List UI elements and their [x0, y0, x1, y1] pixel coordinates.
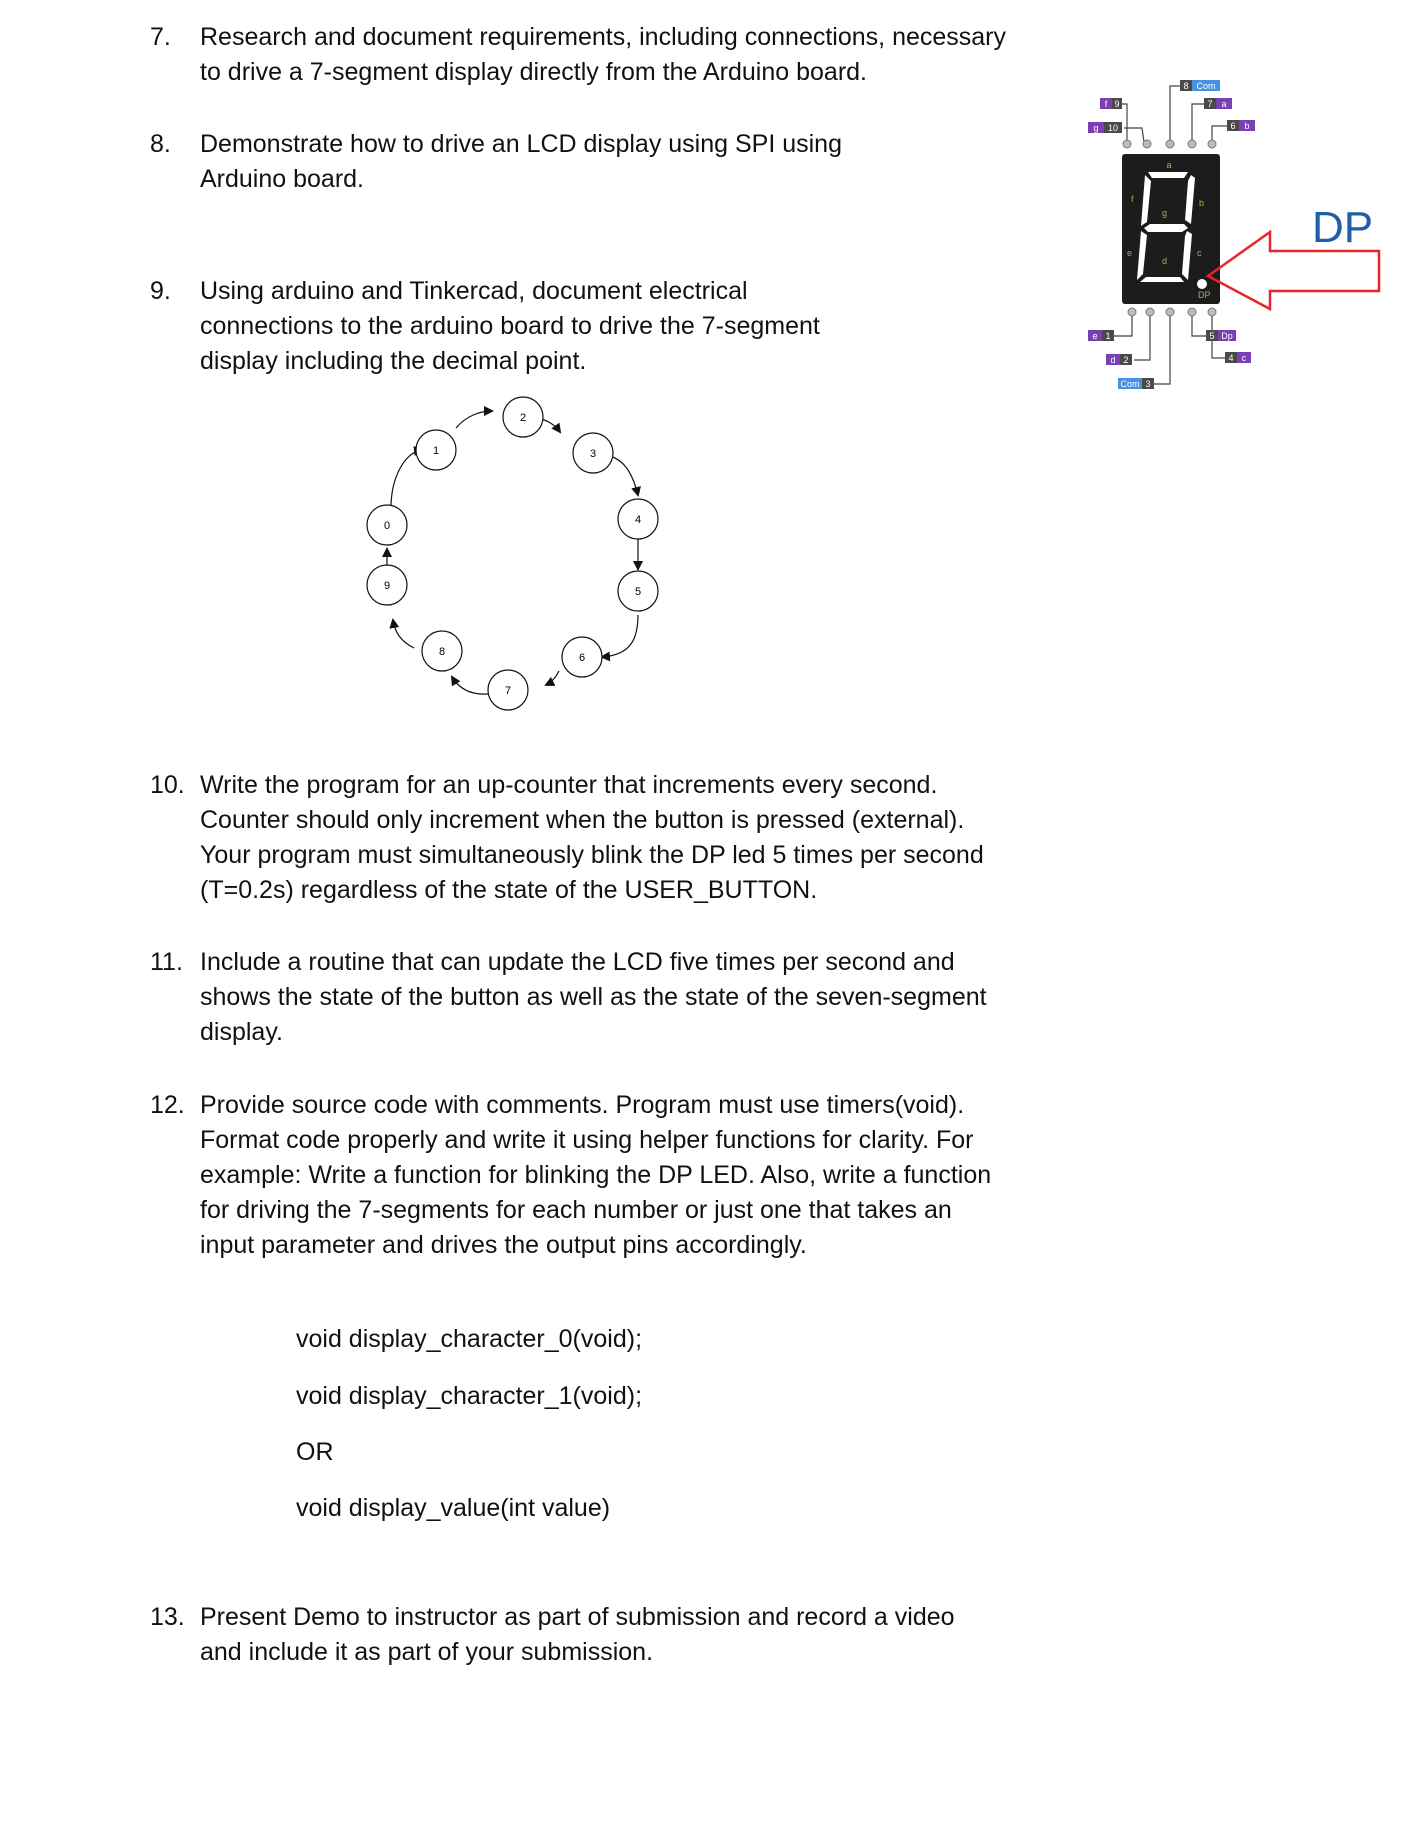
- code-example-1: void display_character_0(void);: [296, 1325, 643, 1353]
- svg-text:b: b: [1244, 121, 1250, 131]
- svg-text:8: 8: [1183, 81, 1189, 91]
- item-text: (T=0.2s) regardless of the state of the USER_BUTTON.: [200, 876, 818, 904]
- transition-arrow: [393, 620, 414, 648]
- label-d: d: [1162, 256, 1168, 266]
- svg-text:Dp: Dp: [1221, 331, 1233, 341]
- label-dp: DP: [1198, 290, 1211, 300]
- svg-text:c: c: [1241, 353, 1247, 363]
- item-text: Your program must simultaneously blink the DP led 5 times per second: [200, 841, 984, 869]
- item-number: 11.: [150, 948, 183, 976]
- item-text: Provide source code with comments. Program must use timers(void).: [200, 1091, 965, 1119]
- svg-text:e: e: [1092, 331, 1098, 341]
- transition-arrow: [602, 615, 638, 657]
- svg-text:Com: Com: [1196, 81, 1216, 91]
- item-text: Arduino board.: [200, 165, 365, 193]
- label-e: e: [1127, 248, 1133, 258]
- svg-text:a: a: [1221, 99, 1227, 109]
- label-b: b: [1199, 198, 1205, 208]
- item-number: 10.: [150, 771, 185, 799]
- svg-text:2: 2: [1123, 355, 1129, 365]
- item-10: [150, 768, 1120, 908]
- state-label: 9: [383, 580, 391, 592]
- label-g: g: [1162, 208, 1168, 218]
- item-number: 7.: [150, 23, 171, 51]
- item-text: to drive a 7-segment display directly from the Arduino board.: [200, 58, 868, 86]
- transition-arrow: [546, 671, 559, 685]
- svg-text:4: 4: [1228, 353, 1234, 363]
- item-11: [150, 945, 1120, 1050]
- item-number: 9.: [150, 277, 171, 305]
- item-text: Using arduino and Tinkercad, document electrical: [200, 277, 748, 305]
- item-text: shows the state of the button as well as the state of the seven-segment: [200, 983, 987, 1011]
- item-text: input parameter and drives the output pins accordingly.: [200, 1231, 807, 1259]
- item-number: 12.: [150, 1091, 185, 1119]
- transition-arrow: [456, 411, 492, 428]
- item-text: display.: [200, 1018, 283, 1046]
- svg-text:1: 1: [1105, 331, 1111, 341]
- code-example-2: void display_character_1(void);: [296, 1382, 643, 1410]
- segment-g: [1144, 224, 1188, 232]
- svg-text:7: 7: [1207, 99, 1213, 109]
- state-label: 3: [589, 448, 597, 460]
- state-label: 7: [504, 685, 512, 697]
- segment-a: [1148, 172, 1188, 178]
- item-text: Present Demo to instructor as part of submission and record a video: [200, 1603, 955, 1631]
- item-text: Write the program for an up-counter that increments every second.: [200, 771, 938, 799]
- state-label: 6: [578, 652, 586, 664]
- svg-text:f: f: [1104, 99, 1108, 109]
- svg-text:10: 10: [1107, 123, 1119, 133]
- counter-state-diagram: [340, 395, 710, 725]
- item-7: [150, 20, 1120, 90]
- item-text: Format code properly and write it using helper functions for clarity. For: [200, 1126, 974, 1154]
- item-9: [150, 274, 1120, 379]
- item-number: 13.: [150, 1603, 185, 1631]
- item-12: [150, 1088, 1120, 1263]
- item-text: Counter should only increment when the button is pressed (external).: [200, 806, 965, 834]
- transition-arrow: [610, 456, 638, 495]
- item-text: example: Write a function for blinking the DP LED. Also, write a function: [200, 1161, 992, 1189]
- state-label: 8: [438, 646, 446, 658]
- state-label: 1: [432, 445, 440, 457]
- item-8: [150, 127, 1120, 197]
- svg-text:Com: Com: [1120, 379, 1140, 389]
- seven-segment-figure: [1022, 74, 1392, 400]
- segment-dp: [1197, 279, 1207, 289]
- item-text: Research and document requirements, including connections, necessary: [200, 23, 1007, 51]
- code-or-label: OR: [296, 1438, 334, 1466]
- svg-text:d: d: [1110, 355, 1116, 365]
- state-label: 5: [634, 586, 642, 598]
- item-text: display including the decimal point.: [200, 347, 587, 375]
- svg-text:3: 3: [1145, 379, 1151, 389]
- state-label: 0: [383, 520, 391, 532]
- item-text: Demonstrate how to drive an LCD display using SPI using: [200, 130, 842, 158]
- svg-text:9: 9: [1114, 99, 1120, 109]
- svg-text:5: 5: [1209, 331, 1215, 341]
- svg-text:g: g: [1093, 123, 1099, 133]
- item-text: connections to the arduino board to drive the 7-segment: [200, 312, 820, 340]
- item-13: [150, 1600, 1120, 1670]
- item-text: Include a routine that can update the LCD five times per second and: [200, 948, 955, 976]
- segment-d: [1140, 277, 1184, 282]
- label-c: c: [1197, 248, 1202, 258]
- label-f: f: [1131, 194, 1134, 204]
- code-example-3: void display_value(int value): [296, 1494, 611, 1522]
- item-number: 8.: [150, 130, 171, 158]
- item-text: for driving the 7-segments for each number or just one that takes an: [200, 1196, 952, 1224]
- state-label: 4: [634, 514, 642, 526]
- dp-callout-label: DP: [1312, 203, 1374, 252]
- state-label: 2: [519, 412, 527, 424]
- label-a: a: [1166, 160, 1172, 170]
- item-text: and include it as part of your submission.: [200, 1638, 654, 1666]
- svg-text:6: 6: [1230, 121, 1236, 131]
